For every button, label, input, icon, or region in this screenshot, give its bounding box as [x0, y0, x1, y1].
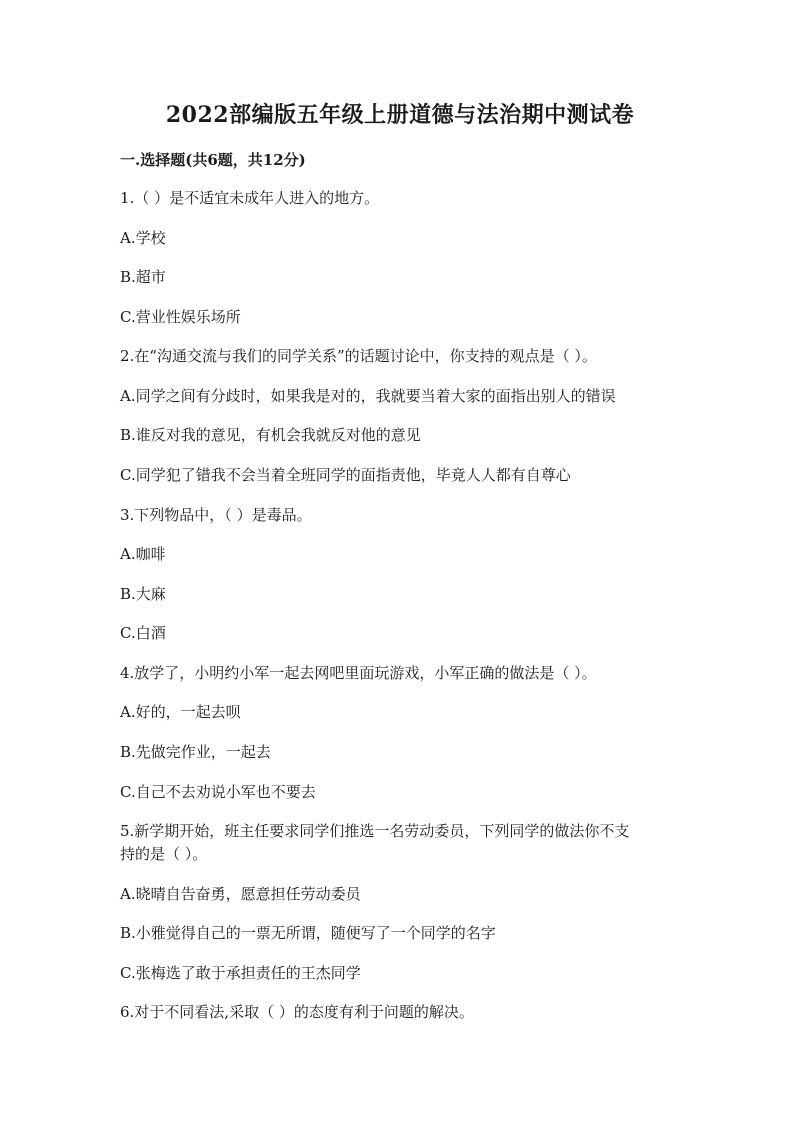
question-5-option-c: C.张梅选了敢于承担责任的王杰同学 — [120, 964, 361, 982]
question-2-option-b: B.谁反对我的意见，有机会我就反对他的意见 — [120, 426, 421, 444]
question-4-option-c: C.自己不去劝说小军也不要去 — [120, 783, 316, 801]
question-4-option-a: A.好的，一起去呗 — [120, 703, 241, 721]
question-2-stem: 2.在“沟通交流与我们的同学关系”的话题讨论中，你支持的观点是（ ）。 — [120, 347, 597, 365]
question-2-option-c: C.同学犯了错我不会当着全班同学的面指责他，毕竟人人都有自尊心 — [120, 466, 571, 484]
question-4-option-b: B.先做完作业，一起去 — [120, 743, 271, 761]
question-5-option-b: B.小雅觉得自己的一票无所谓，随便写了一个同学的名字 — [120, 924, 496, 942]
question-4-stem: 4.放学了，小明约小军一起去网吧里面玩游戏，小军正确的做法是（ ）。 — [120, 664, 597, 682]
question-5-stem-line-2: 持的是（ ）。 — [120, 845, 208, 863]
page-title: 2022部编版五年级上册道德与法治期中测试卷 — [165, 102, 635, 128]
question-2-option-a: A.同学之间有分歧时，如果我是对的，我就要当着大家的面指出别人的错误 — [120, 387, 616, 405]
question-3-option-a: A.咖啡 — [120, 545, 166, 563]
question-1-option-a: A.学校 — [120, 229, 166, 247]
question-3-option-b: B.大麻 — [120, 585, 166, 603]
question-1-option-c: C.营业性娱乐场所 — [120, 308, 241, 326]
question-5-stem-line-1: 5.新学期开始，班主任要求同学们推选一名劳动委员，下列同学的做法你不支 — [120, 822, 630, 840]
question-3-option-c: C.白酒 — [120, 624, 166, 642]
question-6-stem: 6.对于不同看法,采取（ ）的态度有利于问题的解决。 — [120, 1003, 474, 1021]
section-heading: 一.选择题(共6题，共12分) — [120, 151, 306, 169]
question-5-option-a: A.晓晴自告奋勇，愿意担任劳动委员 — [120, 885, 361, 903]
question-1-option-b: B.超市 — [120, 268, 166, 286]
question-1-stem: 1.（ ）是不适宜未成年人进入的地方。 — [120, 189, 380, 207]
question-3-stem: 3.下列物品中，（ ）是毒品。 — [120, 506, 312, 524]
